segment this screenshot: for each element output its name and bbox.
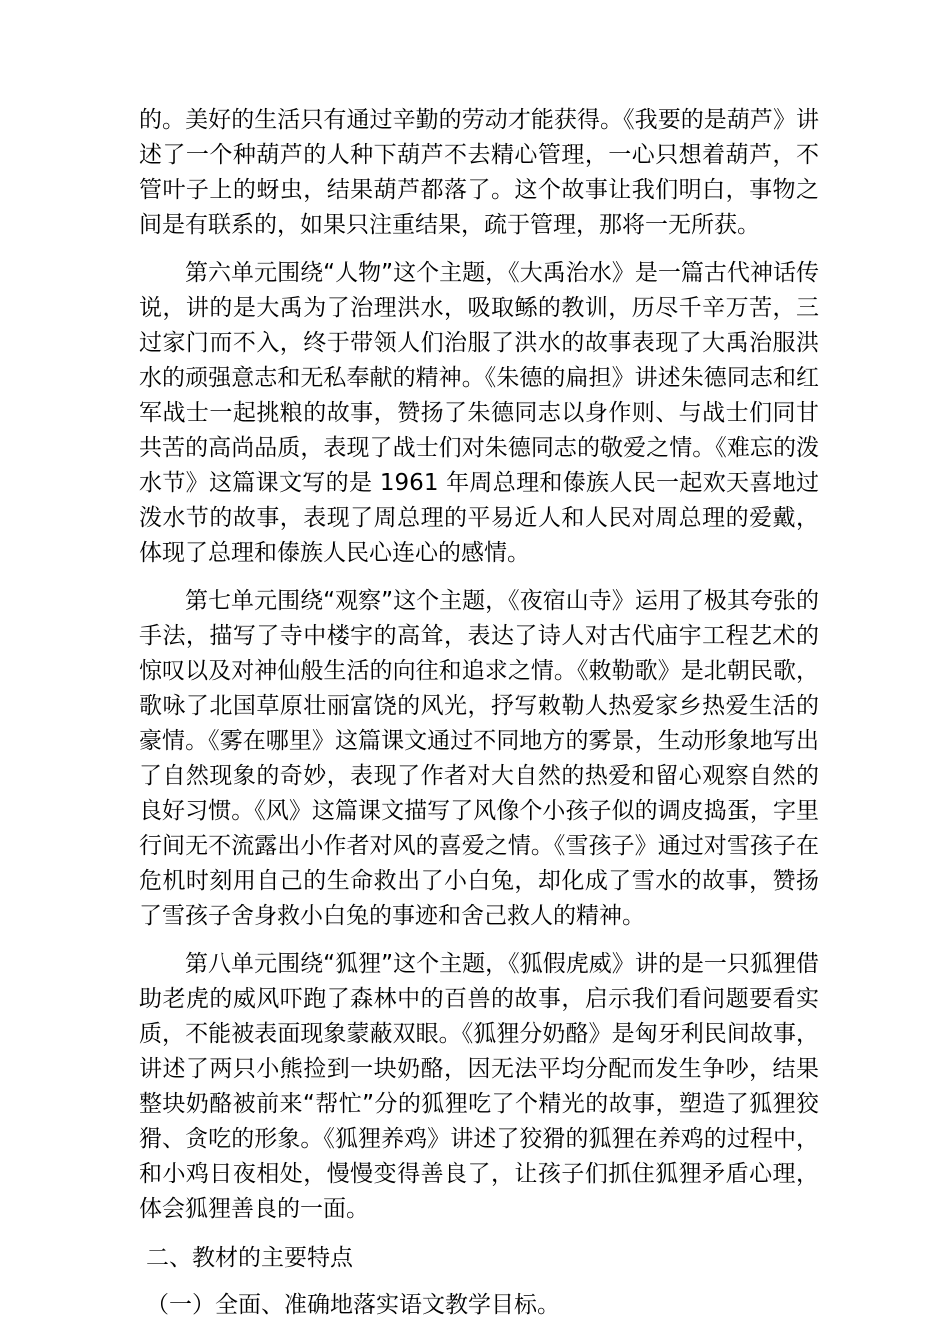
paragraph-continuation: 的。美好的生活只有通过辛勤的劳动才能获得。《我要的是葫芦》讲述了一个种葫芦的人种下葫芦不去精心管理，一心只想着葫芦，不管叶子上的蚜虫，结果葫芦都落了。这个故事让我们明白，事物之间是有联系的，如果只注重结果，疏于管理，那将一无所获。 bbox=[139, 107, 819, 238]
paragraph-unit-seven: 第七单元围绕“观察”这个主题，《夜宿山寺》运用了极其夸张的手法，描写了寺中楼宇的高耸，表达了诗人对古代庙宇工程艺术的惊叹以及对神仙般生活的向往和追求之情。《敕勒歌》是北朝民歌，歌咏了北国草原壮丽富饶的风光，抒写敕勒人热爱家乡热爱生活的豪情。《雾在哪里》这篇课文通过不同地方的雾景，生动形象地写出了自然现象的奇妙，表现了作者对大自然的热爱和留心观察自然的良好习惯。《风》这篇课文描写了风像个小孩子似的调皮捣蛋，字里行间无不流露出小作者对风的喜爱之情。《雪孩子》通过对雪孩子在危机时刻用自己的生命救出了小白兔，却化成了雪水的故事，赞扬了雪孩子舍身救小白兔的事迹和舍己救人的精神。 bbox=[139, 588, 819, 929]
subsection-heading-teaching-goals: （一）全面、准确地落实语文教学目标。 bbox=[146, 1292, 560, 1318]
paragraph-unit-six: 第六单元围绕“人物”这个主题，《大禹治水》是一篇古代神话传说，讲的是大禹为了治理洪水，吸取鲧的教训，历尽千辛万苦，三过家门而不入，终于带领人们治服了洪水的故事表现了大禹治服洪水的顽强意志和无私奉献的精神。《朱德的扁担》讲述朱德同志和红军战士一起挑粮的故事，赞扬了朱德同志以身作则、与战士们同甘共苦的高尚品质，表现了战士们对朱德同志的敬爱之情。《难忘的泼水节》这篇课文写的是 1961 年周总理和傣族人民一起欢天喜地过泼水节的故事，表现了周总理的平易近人和人民对周总理的爱戴，体现了总理和傣族人民心连心的感情。 bbox=[139, 260, 819, 566]
paragraph-unit-eight: 第八单元围绕“狐狸”这个主题，《狐假虎威》讲的是一只狐狸借助老虎的威风吓跑了森林中的百兽的故事，启示我们看问题要看实质，不能被表面现象蒙蔽双眼。《狐狸分奶酪》是匈牙利民间故事，讲述了两只小熊捡到一块奶酪，因无法平均分配而发生争吵，结果整块奶酪被前来“帮忙”分的狐狸吃了个精光的故事，塑造了狐狸狡猾、贪吃的形象。《狐狸养鸡》讲述了狡猾的狐狸在养鸡的过程中，和小鸡日夜相处，慢慢变得善良了，让孩子们抓住狐狸矛盾心理，体会狐狸善良的一面。 bbox=[139, 951, 819, 1222]
document-body bbox=[139, 103, 819, 1323]
section-heading-textbook-features: 二、教材的主要特点 bbox=[146, 1245, 353, 1271]
